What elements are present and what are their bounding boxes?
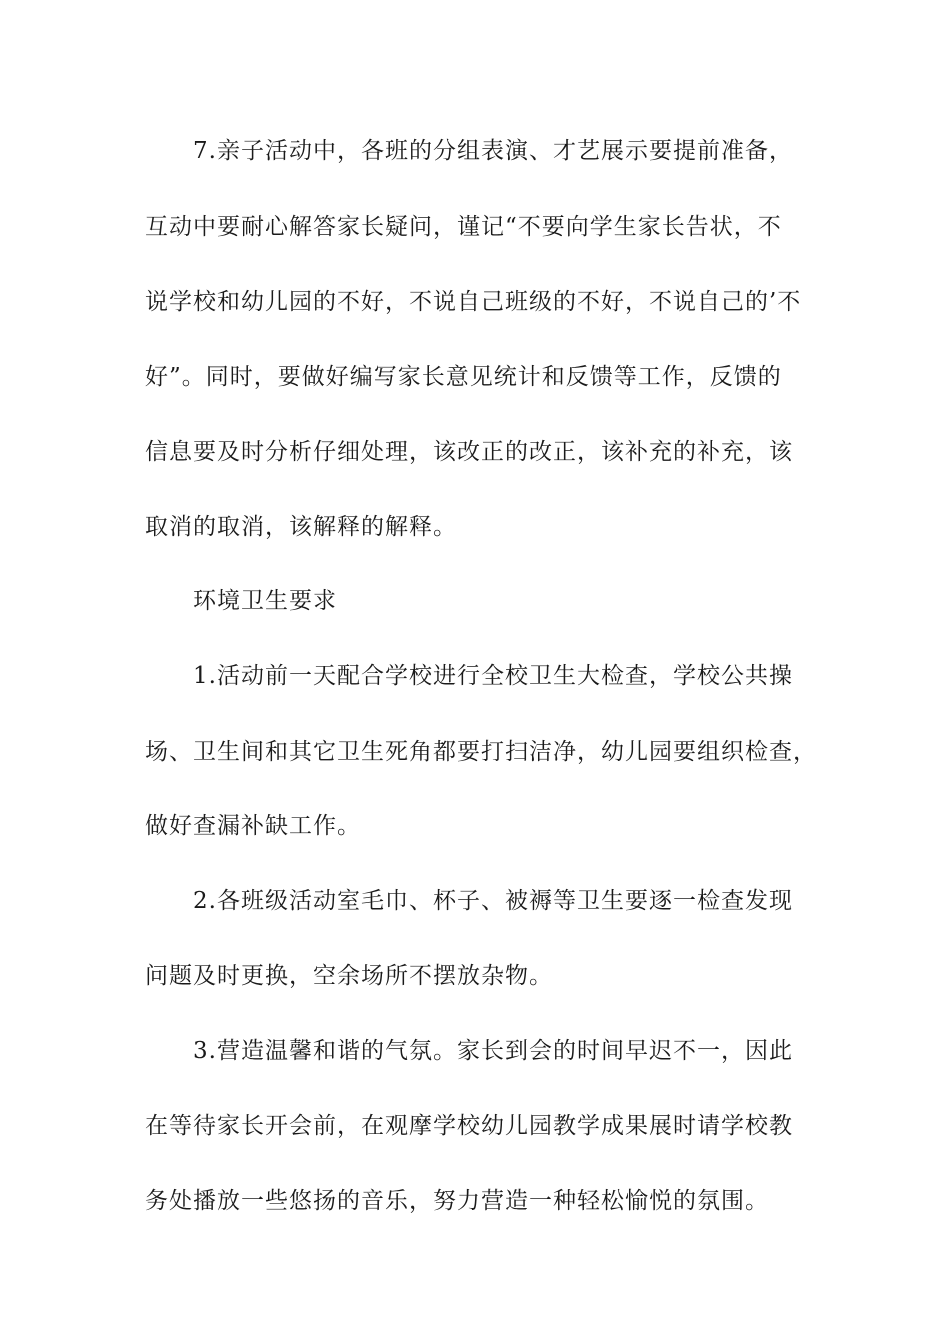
paragraph-7-line-2: 互动中要耐心解答家长疑问，谨记“不要向学生家长告状，不 [145, 214, 782, 240]
paragraph-7-line-4: 好”。同时，要做好编写家长意见统计和反馈等工作，反馈的 [145, 364, 782, 390]
paragraph-7-line-1: 7.亲子活动中，各班的分组表演、才艺展示要提前准备， [193, 138, 793, 164]
paragraph-1-line-1: 1.活动前一天配合学校进行全校卫生大检查，学校公共操 [193, 663, 793, 689]
paragraph-1-line-2: 场、卫生间和其它卫生死角都要打扫洁净，幼儿园要组织检查， [145, 739, 817, 765]
paragraph-3-line-3: 务处播放一些悠扬的音乐，努力营造一种轻松愉悦的氛围。 [145, 1188, 769, 1214]
paragraph-7-line-3: 说学校和幼儿园的不好，不说自己班级的不好，不说自己的’不 [145, 289, 802, 315]
paragraph-7-line-5: 信息要及时分析仔细处理，该改正的改正，该补充的补充，该 [145, 439, 793, 465]
paragraph-2-line-1: 2.各班级活动室毛巾、杯子、被褥等卫生要逐一检查发现 [193, 888, 793, 914]
paragraph-7-line-6: 取消的取消，该解释的解释。 [145, 514, 457, 540]
paragraph-3-line-1: 3.营造温馨和谐的气氛。家长到会的时间早迟不一，因此 [193, 1038, 793, 1064]
section-heading: 环境卫生要求 [193, 588, 337, 614]
paragraph-1-line-3: 做好查漏补缺工作。 [145, 813, 361, 839]
paragraph-3-line-2: 在等待家长开会前，在观摩学校幼儿园教学成果展时请学校教 [145, 1113, 793, 1139]
paragraph-2-line-2: 问题及时更换，空余场所不摆放杂物。 [145, 963, 553, 989]
